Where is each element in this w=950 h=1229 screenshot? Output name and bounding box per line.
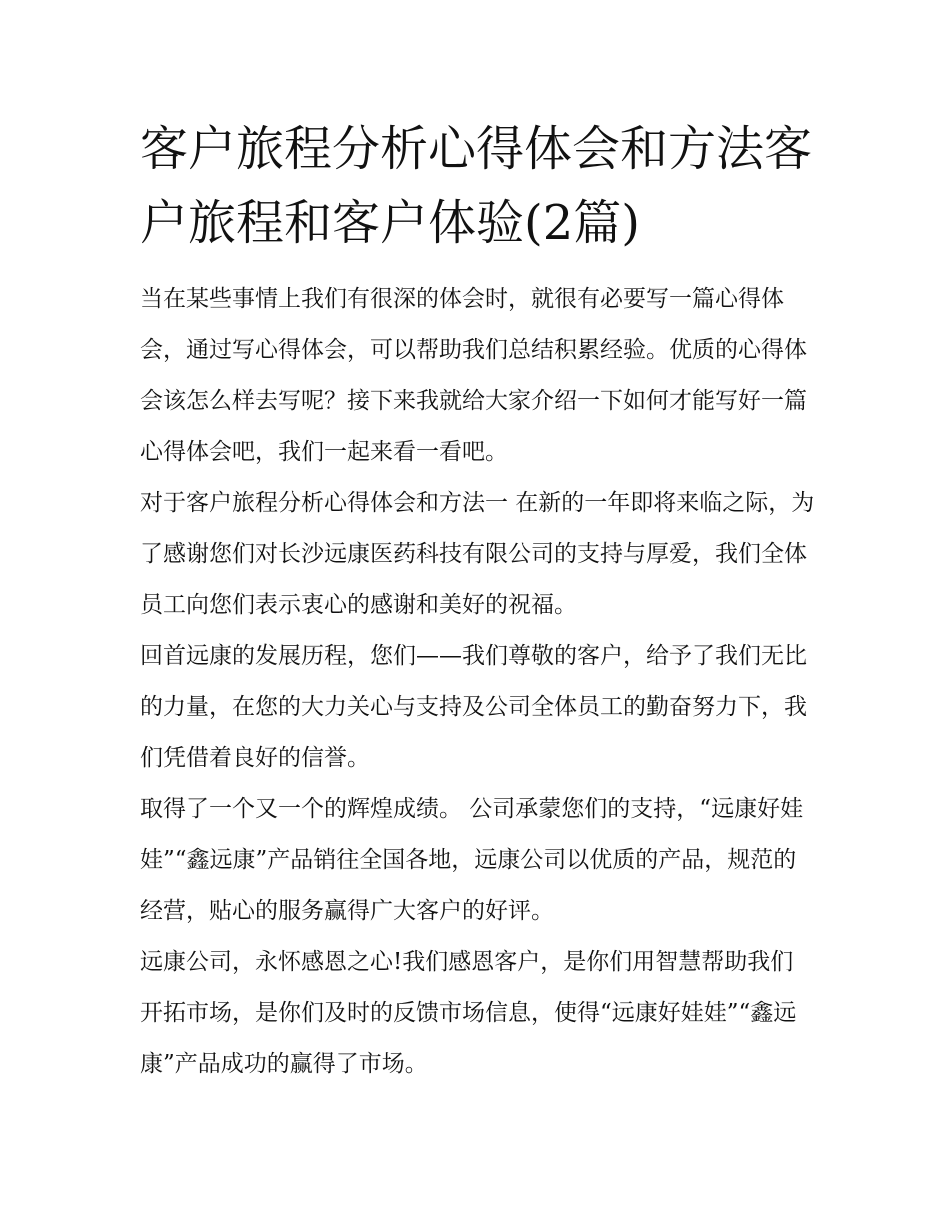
document-title: 客户旅程分析心得体会和方法客户旅程和客户体验(2篇)	[140, 121, 813, 251]
paragraph-intro: 当在某些事情上我们有很深的体会时，就很有必要写一篇心得体会，通过写心得体会，可以帮助我们总结积累经验。优质的心得体会该怎么样去写呢？接下来我就给大家介绍一下如何才能写好一篇心得体会吧，我们一起来看一看吧。	[140, 286, 807, 465]
paragraph-thanks: 对于客户旅程分析心得体会和方法一 在新的一年即将来临之际，为了感谢您们对长沙远康医药科技有限公司的支持与厚爱，我们全体员工向您们表示衷心的感谢和美好的祝福。	[140, 490, 815, 618]
paragraph-history: 回首远康的发展历程，您们——我们尊敬的客户，给予了我们无比的力量，在您的大力关心与支持及公司全体员工的勤奋努力下，我们凭借着良好的信誉。	[140, 643, 807, 771]
paragraph-achievements: 取得了一个又一个的辉煌成绩。 公司承蒙您们的支持，“远康好娃娃”“鑫远康”产品销往全国各地，远康公司以优质的产品，规范的经营，贴心的服务赢得广大客户的好评。	[140, 796, 804, 924]
paragraph-gratitude: 远康公司，永怀感恩之心!我们感恩客户，是你们用智慧帮助我们开拓市场，是你们及时的反馈市场信息，使得“远康好娃娃”“鑫远康”产品成功的赢得了市场。	[140, 949, 797, 1077]
document-content	[140, 112, 815, 1090]
